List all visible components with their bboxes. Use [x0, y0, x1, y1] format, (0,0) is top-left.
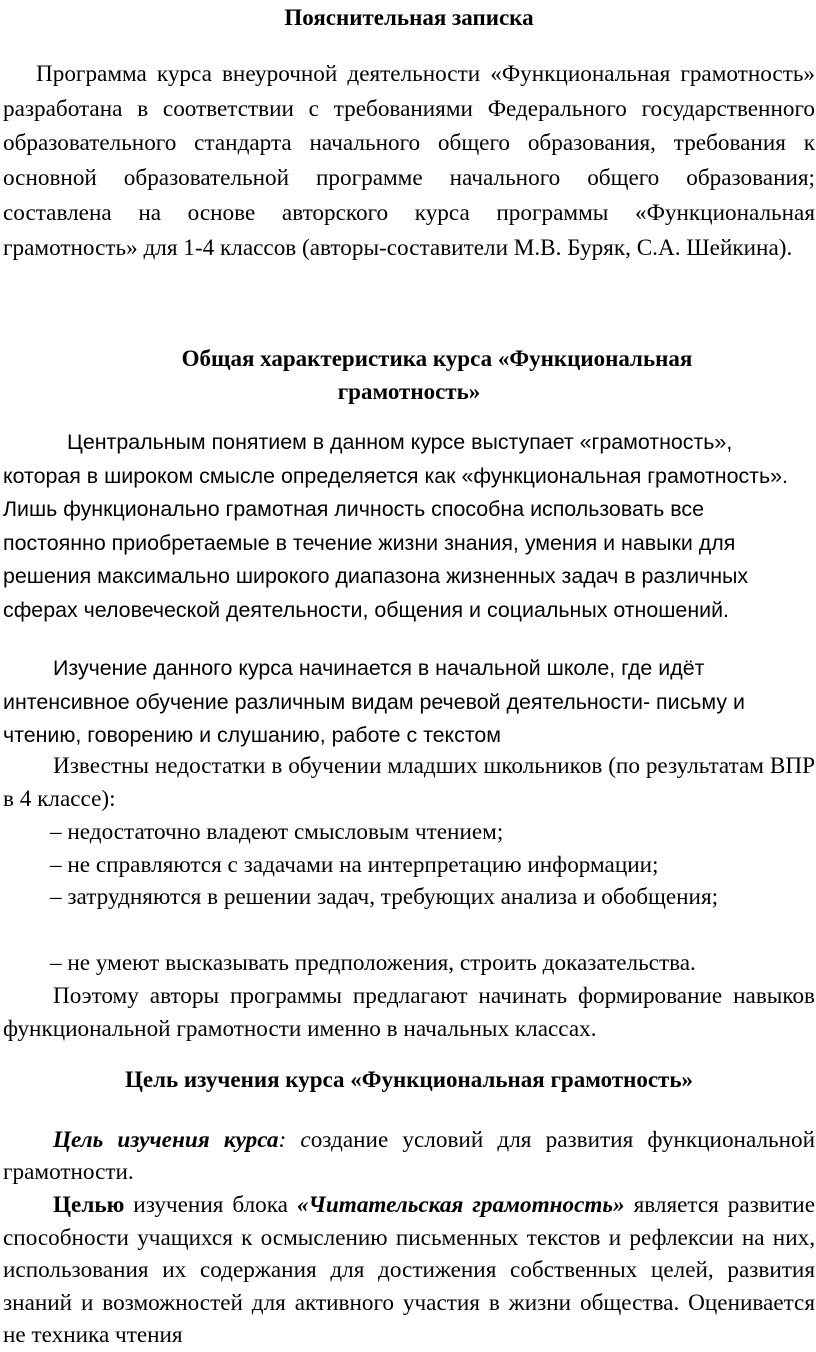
general-paragraph-2: Изучение данного курса начинается в начальной школе, где идёт интенсивное обучение различным видам речевой деятельности- письму и чтению, говорению и слушанию, работе с текстом [3, 656, 745, 747]
section-heading-goal: Цель изучения курса «Функциональная грамотность» [124, 1067, 693, 1092]
shortcoming-item: – не умеют высказывать предположения, строить доказательства. [50, 950, 696, 976]
intro-paragraph: Программа курса внеурочной деятельности «Функциональная грамотность» разработана в соответствии с требованиями Федерального государственного образовательного стандарта начального общего образования, требования к основной образовательной программе начального общего образования; составлена на основе авторского курса программы «Функциональная грамотность» для 1-4 классов (авторы-составители М.В. Буряк, С.А. Шейкина). [3, 61, 815, 261]
goal-colon: : [278, 1127, 287, 1153]
shortcoming-item: – недостаточно владеют смысловым чтением; [50, 819, 504, 845]
section-heading-general-line1: Общая характеристика курса «Функциональная [181, 346, 693, 371]
reading-goal-block: «Читательская грамотность» [296, 1192, 625, 1218]
general-paragraph-1: Центральным понятием в данном курсе выступает «грамотность», которая в широком смысле определяется как «функциональная грамотность». Лишь функционально грамотная личность способна использовать все постоянно приобретаемые в течение жизни знания, умения и навыки для решения максимально широкого диапазона жизненных задач в различных сферах человеческой деятельности, общения и социальных отношений. [3, 430, 788, 622]
reading-goal-label: Целью [53, 1192, 125, 1218]
reading-goal-text: является развитие способности учащихся к осмыслению письменных текстов и рефлексии на них, использования их содержания для достижения собственных целей, развития знаний и возможностей для активного участия в жизни общества. Оценивается не техника чтения [3, 1192, 815, 1349]
general-paragraph-3: Известны недостатки в обучении младших школьников (по результатам ВПР в 4 классе): [3, 753, 815, 812]
shortcoming-item: – затрудняются в решении задач, требующих анализа и обобщения; [50, 884, 719, 910]
page-title: Пояснительная записка [284, 5, 534, 30]
reading-goal-mid: изучения блока [124, 1192, 297, 1218]
section-heading-general-line2: грамотность» [337, 379, 481, 404]
general-paragraph-4: Поэтому авторы программы предлагают начинать формирование навыков функциональной грамотности именно в начальных классах. [3, 983, 815, 1042]
goal-paragraph [3, 1124, 815, 1188]
goal-label: Цель изучения курса [53, 1127, 279, 1153]
shortcoming-item: – не справляются с задачами на интерпретацию информации; [50, 852, 659, 878]
goal-text: оздание условий для развития функциональной грамотности. [3, 1127, 815, 1185]
goal-first-letter: с [300, 1127, 311, 1153]
reading-goal-paragraph [3, 1189, 815, 1352]
